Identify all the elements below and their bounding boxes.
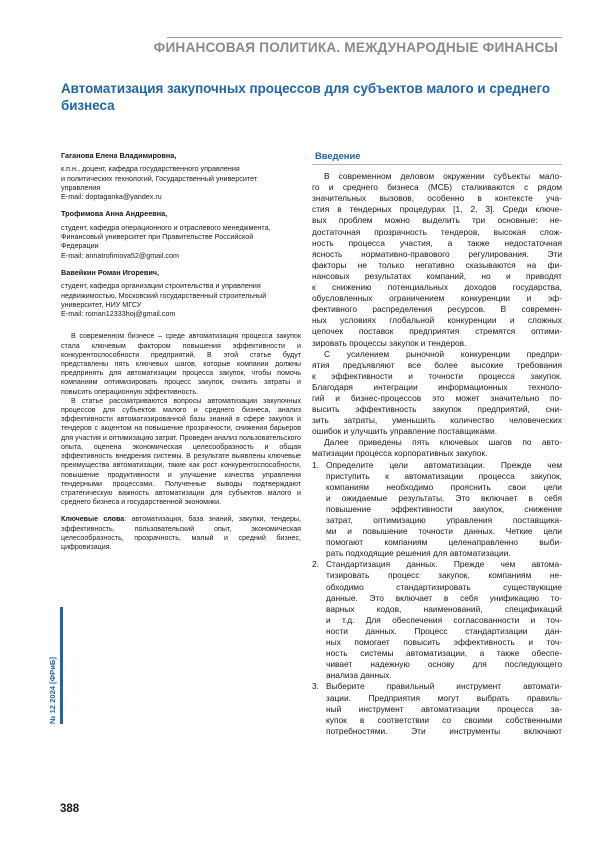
text-line: ных условиях глобальной конкуренции и сложных bbox=[312, 315, 562, 326]
author-affiliation: недвижимостью, Московский государственный строительный bbox=[61, 290, 267, 300]
author-email: E-mail: roman12333hoj@gmail.com bbox=[61, 309, 176, 319]
text-line: Выберите правильный инструмент автомати- bbox=[326, 681, 562, 692]
left-column bbox=[61, 151, 301, 552]
text-line: и ожидаемые результаты. Это включает в себя bbox=[326, 492, 562, 503]
keywords-text: : автоматизация, база знаний, закупки, тендеры, эффективность, пользовательский опыт, экономическая целесообразность, прозрачность, малый и средний бизнес, цифровизация. bbox=[61, 515, 301, 551]
author-affiliation: Федерации bbox=[61, 241, 99, 251]
text-line: Определите цели автоматизации. Прежде чем bbox=[326, 459, 562, 470]
author-name: Вавейкин Роман Игоревич, bbox=[61, 267, 160, 277]
text-line: зить затраты, уменьшить количество человеческих bbox=[312, 415, 562, 426]
page-number: 388 bbox=[60, 803, 80, 815]
list-item bbox=[312, 559, 562, 681]
intro-paragraph-2 bbox=[312, 349, 562, 438]
keywords bbox=[61, 515, 301, 552]
author-affiliation: управления bbox=[61, 182, 101, 192]
text-line: С усилением рыночной конкуренции предпри- bbox=[324, 348, 562, 359]
text-line: тизировать процесс закупок, компаниям не- bbox=[326, 570, 562, 581]
text-line: чивает надежную основу для последующего bbox=[326, 659, 562, 670]
right-column bbox=[312, 150, 562, 737]
issue-label: № 12 2024 [ФРиБ] bbox=[48, 657, 57, 724]
text-line: зировать процессы закупок и тендеров. bbox=[312, 337, 467, 348]
text-line: фективного распределения ресурсов. В современ- bbox=[312, 304, 562, 315]
text-line: матизации процесса корпоративных закупок. bbox=[312, 448, 488, 459]
list-item bbox=[312, 681, 562, 736]
author-email: E-mail: doptaganka@yandex.ru bbox=[61, 192, 162, 202]
text-line: потребностями. Эти инструменты включают bbox=[326, 725, 562, 736]
text-line: обусловленных ограничением конкуренции и эф- bbox=[312, 293, 562, 304]
author-block bbox=[61, 209, 301, 259]
text-line: В современном деловом окружении субъекты мало- bbox=[324, 171, 562, 182]
intro-paragraph-3 bbox=[312, 437, 562, 459]
text-line: обходимо стандартизировать существующие bbox=[326, 581, 562, 592]
text-line: повышение эффективности закупок, снижение bbox=[326, 503, 562, 514]
intro-heading: Введение bbox=[315, 150, 361, 161]
text-line: ясность нормативно-правового регулирования. Эти bbox=[312, 248, 562, 259]
author-affiliation: Финансовый университет при Правительстве Российской bbox=[61, 232, 254, 242]
text-line: факторы не только негативно сказываются на фи- bbox=[312, 259, 562, 270]
text-line: к снижению потенциальных доходов государства, bbox=[312, 282, 562, 293]
text-line: ности данных. Процесс стандартизации дан- bbox=[326, 625, 562, 636]
author-affiliation: к.п.н., доцент, кафедра государственного управления bbox=[61, 164, 240, 174]
text-line: нансовых результатах компаний, но и приводят bbox=[312, 270, 562, 281]
author-name: Гаганова Елена Владимировна, bbox=[61, 151, 177, 160]
steps-list bbox=[312, 460, 562, 737]
list-number: 2. bbox=[312, 559, 319, 570]
text-line: зации. Предприятия могут выбрать правиль- bbox=[326, 692, 562, 703]
article-title bbox=[61, 80, 561, 114]
text-line: стия в тендерных процедурах [1, 2, 3]. Среди ключе- bbox=[312, 204, 562, 215]
text-line: компаниям необходимо прояснить свои цели bbox=[326, 481, 562, 492]
author-affiliation: студент, кафедра операционного и отраслевого менеджмента, bbox=[61, 222, 271, 232]
text-line: приступить к автоматизации процесса закупок, bbox=[326, 470, 562, 481]
header-rule bbox=[167, 37, 562, 38]
abstract-paragraph: В современном бизнесе – среде автоматизация процесса закупок стала ключевым фактором повышения эффективности и конкурентоспособности предприятий. В этой статье будут представлены пять ключевых шагов, которые компании должны предпринять для автоматизации процесса закупок, чтобы помочь компаниям оптимизировать процесс закупок, снизить затраты и повысить операционную эффективность. bbox=[61, 332, 301, 396]
heading-rule bbox=[312, 164, 562, 165]
text-line: Благодаря интеграции информационных техноло- bbox=[312, 381, 562, 392]
text-line: варных кодов, наименований, спецификаций bbox=[326, 603, 562, 614]
author-email: E-mail: annatrofimova52@gmail.com bbox=[61, 250, 179, 260]
keywords-label: Ключевые слова bbox=[61, 515, 125, 524]
list-item bbox=[312, 460, 562, 560]
text-line: ошибок и улучшить управление поставщиками. bbox=[312, 426, 498, 437]
margin-accent-bar bbox=[60, 607, 63, 724]
text-line: ми и повышение точности данных. Четкие цели bbox=[326, 526, 562, 537]
text-line: данные. Это включает в себя унификацию то- bbox=[326, 592, 562, 603]
text-line: рать подходящие решения для автоматизации. bbox=[326, 548, 511, 559]
text-line: ность процесса участия, а также недостаточная bbox=[312, 237, 562, 248]
text-line: и т.д. Для обеспечения согласованности и точ- bbox=[326, 614, 562, 625]
list-number: 3. bbox=[312, 681, 319, 692]
list-number: 1. bbox=[312, 459, 319, 470]
text-line: помогают компаниям целенаправленно выби- bbox=[326, 537, 562, 548]
text-line: гий и бизнес-процессов это может значительно по- bbox=[312, 392, 562, 403]
text-line: ный инструмент автоматизации процесса за- bbox=[326, 703, 562, 714]
author-block bbox=[61, 268, 301, 318]
abstract-paragraph: В статье рассматриваются вопросы автоматизации закупочных процессов для субъектов малого и среднего бизнеса, анализ эффективности автоматизированной базы знаний в сфере закупок и тендеров с акцентом на повышение прозрачности, снижения барьеров для участия и оптимизацию затрат. Проведен анализ пользовательского опыта, оценена экономическая целесообразность и общая эффективность внедрения системы. В результате выявлены ключевые преимущества автоматизации, такие как рост конкурентоспособности, повышение продуктивности и улучшение качества управления тендерными процессами. Полученные выводы подтверждают стратегическую важность автоматизации для субъектов малого и среднего бизнеса и государственной экономики. bbox=[61, 396, 301, 507]
text-line: цепочек поставок предприятия стремятся оптими- bbox=[312, 326, 562, 337]
text-line: ность системы автоматизации, а также обеспе- bbox=[326, 648, 562, 659]
article-title-line: Автоматизация закупочных процессов для субъектов малого и среднего bbox=[61, 81, 551, 96]
text-line: ятия предъявляют все более высокие требования bbox=[312, 359, 562, 370]
text-line: высить эффективность закупок предприятий, сни- bbox=[312, 404, 562, 415]
text-line: купок в соответствии со своими собственными bbox=[326, 714, 562, 725]
text-line: к эффективности и точности процесса закупок. bbox=[312, 370, 562, 381]
text-line: го и среднего бизнеса (МСБ) сталкиваются с рядом bbox=[312, 182, 562, 193]
section-title: ФИНАНСОВАЯ ПОЛИТИКА. МЕЖДУНАРОДНЫЕ ФИНАНСЫ bbox=[153, 40, 558, 55]
author-affiliation: и политических технологий, Государственный университет bbox=[61, 173, 258, 183]
article-title-line: бизнеса bbox=[61, 98, 115, 113]
text-line: ных помогает повысить эффективность и точ- bbox=[326, 637, 562, 648]
text-line: затрат, оптимизацию управления поставщика- bbox=[326, 515, 562, 525]
author-block bbox=[61, 151, 301, 201]
intro-paragraph-1 bbox=[312, 171, 562, 349]
text-line: достаточная прозрачность тендеров, высокая слож- bbox=[312, 226, 562, 237]
text-line: значительных вызовов, особенно в контексте уча- bbox=[312, 193, 562, 204]
text-line: Стандартизация данных. Прежде чем автома- bbox=[326, 559, 562, 570]
author-affiliation: студент, кафедра организации строительства и управления bbox=[61, 281, 261, 291]
text-line: Далее приведены пять ключевых шагов по авто- bbox=[324, 437, 562, 448]
abstract bbox=[61, 332, 301, 507]
text-line: анализа данных. bbox=[326, 670, 392, 681]
text-line: вых проблем можно выделить три основные: не- bbox=[312, 215, 562, 226]
author-name: Трофимова Анна Андреевна, bbox=[61, 209, 168, 219]
author-affiliation: университет, НИУ МГСУ bbox=[61, 299, 142, 309]
